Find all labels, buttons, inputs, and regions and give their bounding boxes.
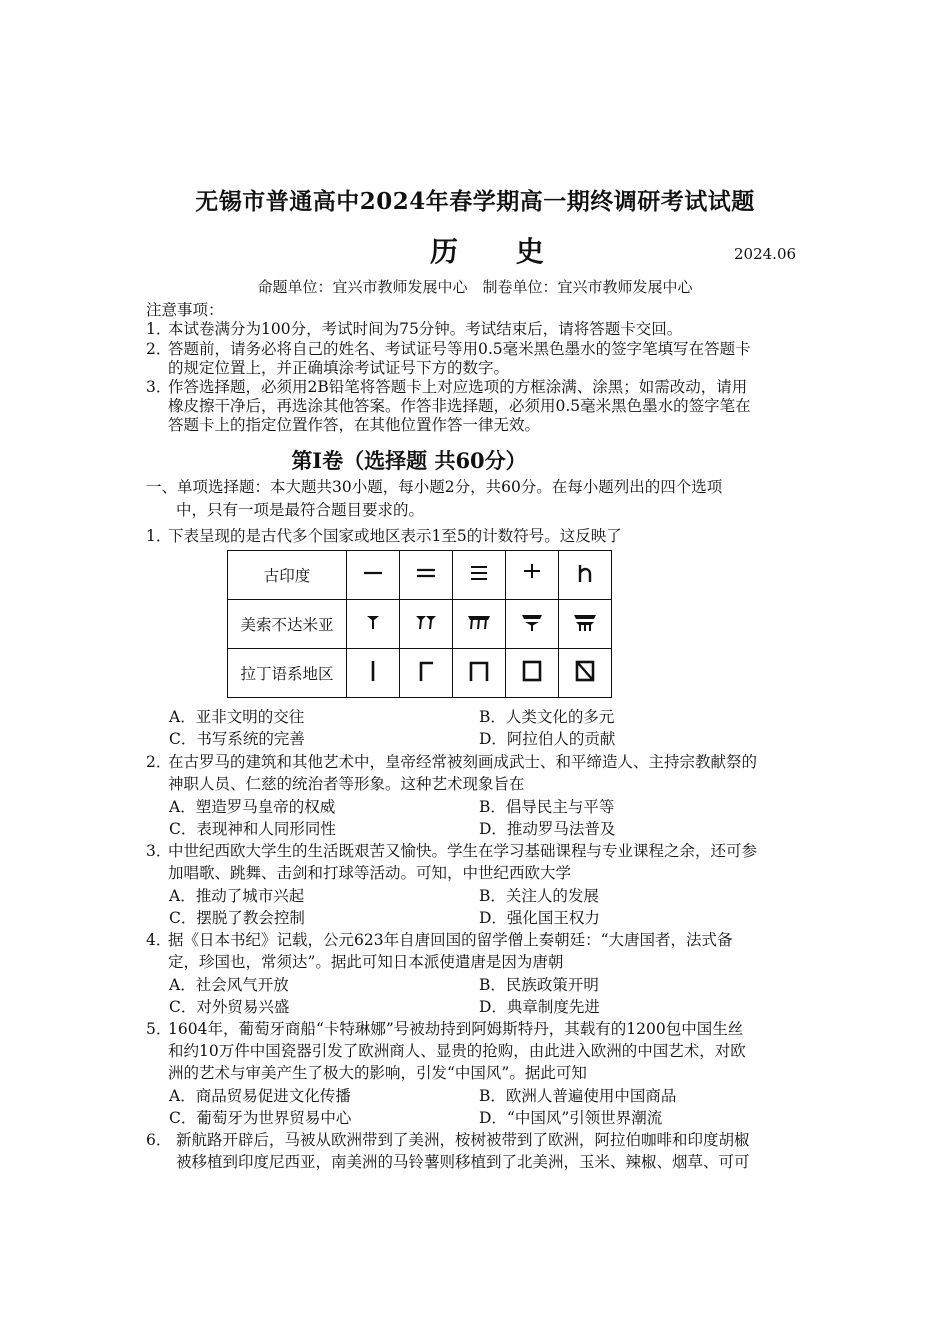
notice-2-num: 2． bbox=[146, 340, 172, 358]
q5-option-a[interactable]: A．商品贸易促进文化传播 bbox=[169, 1087, 351, 1105]
row-label-mesopotamia: 美索不达米亚 bbox=[228, 600, 347, 649]
latin-symbol-5 bbox=[559, 649, 612, 698]
setter-units: 命题单位：宜兴市教师发展中心 制卷单位：宜兴市教师发展中心 bbox=[257, 278, 693, 296]
q3-option-c[interactable]: C．摆脱了教会控制 bbox=[169, 909, 305, 927]
notice-3-line-3: 答题卡上的指定位置作答，在其他位置作答一律无效。 bbox=[168, 416, 541, 434]
q3-num: 3． bbox=[146, 842, 172, 860]
q1-option-b[interactable]: B．人类文化的多元 bbox=[479, 708, 615, 726]
q5-option-b[interactable]: B．欧洲人普遍使用中国商品 bbox=[479, 1087, 677, 1105]
q2-option-b[interactable]: B．倡导民主与平等 bbox=[479, 798, 615, 816]
notice-3-line-2: 橡皮擦干净后，再选涂其他答案。作答非选择题，必须用0.5毫米黑色墨水的签字笔在 bbox=[168, 397, 751, 415]
india-symbol-3 bbox=[453, 551, 506, 600]
q3-line-1: 中世纪西欧大学生的生活既艰苦又愉快。学生在学习基础课程与专业课程之余，还可参 bbox=[168, 842, 758, 860]
notice-2-line-2: 的规定位置上，并正确填涂考试证号下方的数字。 bbox=[168, 359, 510, 377]
meso-symbol-4 bbox=[506, 600, 559, 649]
q2-num: 2． bbox=[146, 753, 172, 771]
section-instruction-2: 中，只有一项是最符合题目要求的。 bbox=[176, 501, 425, 519]
q4-option-d[interactable]: D．典章制度先进 bbox=[479, 998, 600, 1016]
subject-title: 历 史 bbox=[430, 235, 568, 268]
q5-option-d[interactable]: D．“中国风”引领世界潮流 bbox=[479, 1109, 663, 1127]
latin-symbol-2 bbox=[400, 649, 453, 698]
q6-line-2: 被移植到印度尼西亚，南美洲的马铃薯则移植到了北美洲，玉米、辣椒、烟草、可可 bbox=[176, 1153, 750, 1171]
q1-stem: 下表呈现的是古代多个国家或地区表示1至5的计数符号。这反映了 bbox=[168, 527, 622, 545]
q2-option-d[interactable]: D．推动罗马法普及 bbox=[479, 820, 616, 838]
exam-date: 2024.06 bbox=[734, 245, 797, 263]
q1-option-c[interactable]: C．书写系统的完善 bbox=[169, 730, 305, 748]
q4-option-b[interactable]: B．民族政策开明 bbox=[479, 976, 599, 994]
q5-line-1: 1604年，葡萄牙商船“卡特琳娜”号被劫持到阿姆斯特丹，其载有的1200包中国生丝 bbox=[168, 1020, 744, 1038]
q5-line-2: 和约10万件中国瓷器引发了欧洲商人、显贵的抢购，由此进入欧洲的中国艺术，对欧 bbox=[168, 1042, 746, 1060]
india-symbol-5 bbox=[559, 551, 612, 600]
q5-line-3: 洲的艺术与审美产生了极大的影响，引发“中国风”。据此可知 bbox=[168, 1064, 587, 1082]
row-label-india: 古印度 bbox=[228, 551, 347, 600]
notice-1-line-1: 本试卷满分为100分，考试时间为75分钟。考试结束后，请将答题卡交回。 bbox=[168, 320, 683, 338]
table-row-mesopotamia bbox=[228, 600, 612, 649]
q2-option-c[interactable]: C．表现神和人同形同性 bbox=[169, 820, 336, 838]
q3-option-b[interactable]: B．关注人的发展 bbox=[479, 887, 599, 905]
q4-line-2: 定，珍国也，常须达”。据此可知日本派使遣唐是因为唐朝 bbox=[168, 953, 564, 971]
notice-2-line-1: 答题前，请务必将自己的姓名、考试证号等用0.5毫米黑色墨水的签字笔填写在答题卡 bbox=[168, 340, 751, 358]
q4-line-1: 据《日本书纪》记载，公元623年自唐回国的留学僧上奏朝廷：“大唐国者，法式备 bbox=[168, 931, 733, 949]
q3-option-a[interactable]: A．推动了城市兴起 bbox=[169, 887, 305, 905]
q2-line-2: 神职人员、仁慈的统治者等形象。这种艺术现象旨在 bbox=[168, 775, 525, 793]
india-symbol-2 bbox=[400, 551, 453, 600]
q1-option-d[interactable]: D．阿拉伯人的贡献 bbox=[479, 730, 616, 748]
q5-num: 5． bbox=[146, 1020, 172, 1038]
meso-symbol-2 bbox=[400, 600, 453, 649]
latin-symbol-4 bbox=[506, 649, 559, 698]
section-title: 第Ⅰ卷（选择题 共60分） bbox=[291, 448, 527, 473]
meso-symbol-3 bbox=[453, 600, 506, 649]
table-row-india bbox=[228, 551, 612, 600]
q2-option-a[interactable]: A．塑造罗马皇帝的权威 bbox=[169, 798, 336, 816]
notice-3-line-1: 作答选择题，必须用2B铅笔将答题卡上对应选项的方框涂满、涂黑；如需改动，请用 bbox=[168, 378, 748, 396]
q1-option-a[interactable]: A．亚非文明的交往 bbox=[169, 708, 305, 726]
section-instruction-1: 一、单项选择题：本大题共30小题，每小题2分，共60分。在每小题列出的四个选项 bbox=[146, 478, 723, 496]
india-symbol-4 bbox=[506, 551, 559, 600]
latin-symbol-1 bbox=[347, 649, 400, 698]
q4-num: 4． bbox=[146, 931, 172, 949]
notice-3-num: 3． bbox=[146, 378, 172, 396]
notice-1-num: 1． bbox=[146, 320, 172, 338]
q3-line-2: 加唱歌、跳舞、击剑和打球等活动。可知，中世纪西欧大学 bbox=[168, 864, 572, 882]
meso-symbol-1 bbox=[347, 600, 400, 649]
q6-num: 6． bbox=[146, 1131, 172, 1149]
q2-line-1: 在古罗马的建筑和其他艺术中，皇帝经常被刻画成武士、和平缔造人、主持宗教献祭的 bbox=[168, 753, 758, 771]
exam-title: 无锡市普通高中2024年春学期高一期终调研考试试题 bbox=[195, 188, 755, 215]
q6-line-1: 新航路开辟后，马被从欧洲带到了美洲，桉树被带到了欧洲，阿拉伯咖啡和印度胡椒 bbox=[176, 1131, 750, 1149]
q3-option-d[interactable]: D．强化国王权力 bbox=[479, 909, 600, 927]
q5-option-c[interactable]: C．葡萄牙为世界贸易中心 bbox=[169, 1109, 352, 1127]
numeral-table bbox=[227, 550, 612, 698]
notice-heading: 注意事项： bbox=[146, 301, 224, 319]
latin-symbol-3 bbox=[453, 649, 506, 698]
q4-option-a[interactable]: A．社会风气开放 bbox=[169, 976, 289, 994]
row-label-latin: 拉丁语系地区 bbox=[228, 649, 347, 698]
india-symbol-1 bbox=[347, 551, 400, 600]
q1-num: 1． bbox=[146, 527, 172, 545]
meso-symbol-5 bbox=[559, 600, 612, 649]
q4-option-c[interactable]: C．对外贸易兴盛 bbox=[169, 998, 290, 1016]
table-row-latin bbox=[228, 649, 612, 698]
